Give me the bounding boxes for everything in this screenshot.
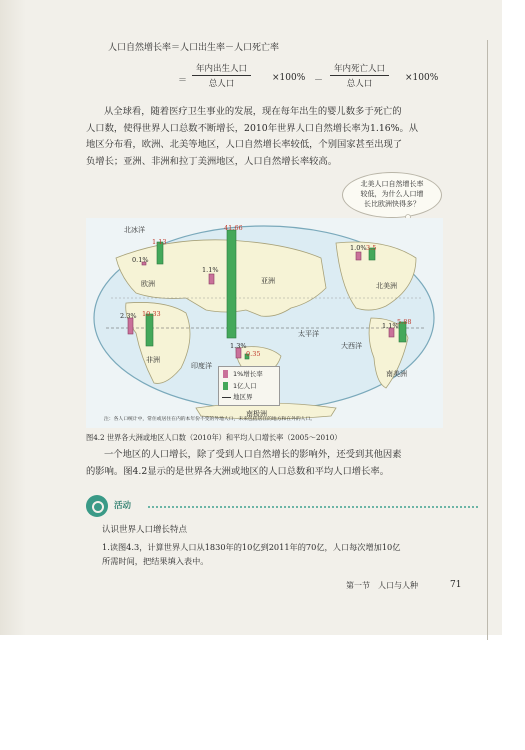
paragraph-line: 负增长；亚洲、非洲和拉丁美洲地区，人口自然增长率较高。 (86, 155, 338, 167)
pop-label: 1.13 (152, 238, 167, 246)
paragraph-line: 一个地区的人口增长，除了受到人口自然增长的影响外，还受到其他因素 (104, 449, 402, 460)
region-label: 欧洲 (141, 280, 155, 288)
formula-fraction-deaths (330, 62, 389, 89)
legend-rate-label: 1%增长率 (233, 370, 263, 378)
region-label: 南美洲 (386, 370, 407, 378)
bubble-line: 长比欧洲快得多？ (364, 200, 420, 208)
formula-times-100-first: ×100% (272, 73, 306, 83)
region-label: 大西洋 (341, 342, 362, 350)
margin-line (487, 40, 488, 640)
page-number: 71 (450, 580, 462, 590)
pop-label: 5.88 (397, 318, 412, 326)
region-label: 北冰洋 (124, 226, 145, 234)
pop-label: 10.33 (142, 310, 161, 318)
rate-label: 1.0% (350, 244, 367, 252)
formula-times-100-second: ×100% (405, 73, 439, 83)
paragraph-global-growth (86, 104, 461, 170)
page-spine-shadow (0, 0, 26, 635)
fraction-denominator: 总人口 (346, 79, 373, 89)
pop-bar-asia (227, 230, 236, 338)
legend-pop-swatch (223, 382, 228, 390)
region-label: 印度洋 (191, 362, 212, 370)
paragraph-line: 人口数，使得世界人口总数不断增长，2010年世界人口自然增长率为1.16%。从 (86, 122, 419, 134)
formula-fraction-births (192, 62, 251, 89)
region-label: 亚洲 (261, 277, 275, 285)
region-label: 北美洲 (376, 282, 397, 290)
paragraph-line: 的影响。图4.2显示的是世界各大洲或地区的人口总数和平均人口增长率。 (86, 465, 389, 477)
map-note: 注：各人口统计中，常住或居住在内的本年份不变的外地人口，未来包括居住的地方和在外的人口。 (104, 417, 316, 422)
region-label: 南极洲 (246, 410, 267, 418)
region-label: 非洲 (146, 356, 160, 364)
legend-pop-label: 1亿人口 (233, 382, 257, 390)
figure-caption: 图4.2 世界各大洲或地区人口数（2010年）和平均人口增长率（2005～2010） (86, 433, 342, 442)
bubble-line: 北美人口自然增长率 (360, 180, 424, 188)
thought-bubble (342, 172, 442, 218)
paragraph-line: 地区分布看，欧洲、北美等地区，人口自然增长率较低，个别国家甚至出现了 (86, 139, 403, 150)
pop-label: 0.35 (246, 350, 261, 358)
activity-subtitle: 认识世界人口增长特点 (102, 525, 188, 535)
pop-label: 3.5 (366, 244, 377, 252)
bubble-line: 较低，为什么人口增 (360, 190, 424, 198)
paragraph-other-factors (86, 447, 461, 480)
rate-label: 1.1% (382, 322, 399, 330)
rate-label: 1.1% (202, 266, 219, 274)
region-label: 太平洋 (298, 330, 319, 338)
legend-boundary-label: 地区界 (233, 393, 253, 401)
rate-label: 2.3% (120, 312, 137, 320)
pop-label: 41.66 (224, 224, 243, 232)
task-line: 所需时间，把结果填入表中。 (102, 556, 209, 566)
task-line: 1.读图4.3，计算世界人口从1830年的10亿到2011年的70亿，人口每次增加10亿 (102, 542, 401, 552)
rate-label: 1.3% (230, 342, 247, 350)
legend-boundary-line (222, 397, 231, 398)
rate-label: 0.1% (132, 256, 149, 264)
footer-section-title: 第一节 人口与人种 (346, 581, 418, 590)
formula-equals: ＝ (178, 76, 188, 86)
formula-definition: 人口自然增长率＝人口出生率－人口死亡率 (108, 43, 280, 53)
paragraph-line: 从全球看，随着医疗卫生事业的发展，现在每年出生的婴儿数多于死亡的 (104, 106, 402, 117)
fraction-numerator: 年内死亡人口 (330, 62, 389, 76)
fraction-numerator: 年内出生人口 (192, 62, 251, 76)
formula-minus: － (314, 76, 324, 86)
activity-icon (86, 495, 108, 517)
activity-task (102, 540, 400, 568)
legend-rate-swatch (223, 370, 228, 378)
world-population-map (86, 218, 443, 428)
activity-divider (148, 506, 478, 508)
fraction-denominator: 总人口 (208, 79, 235, 89)
activity-label: 活动 (114, 501, 132, 511)
map-legend (218, 366, 280, 406)
